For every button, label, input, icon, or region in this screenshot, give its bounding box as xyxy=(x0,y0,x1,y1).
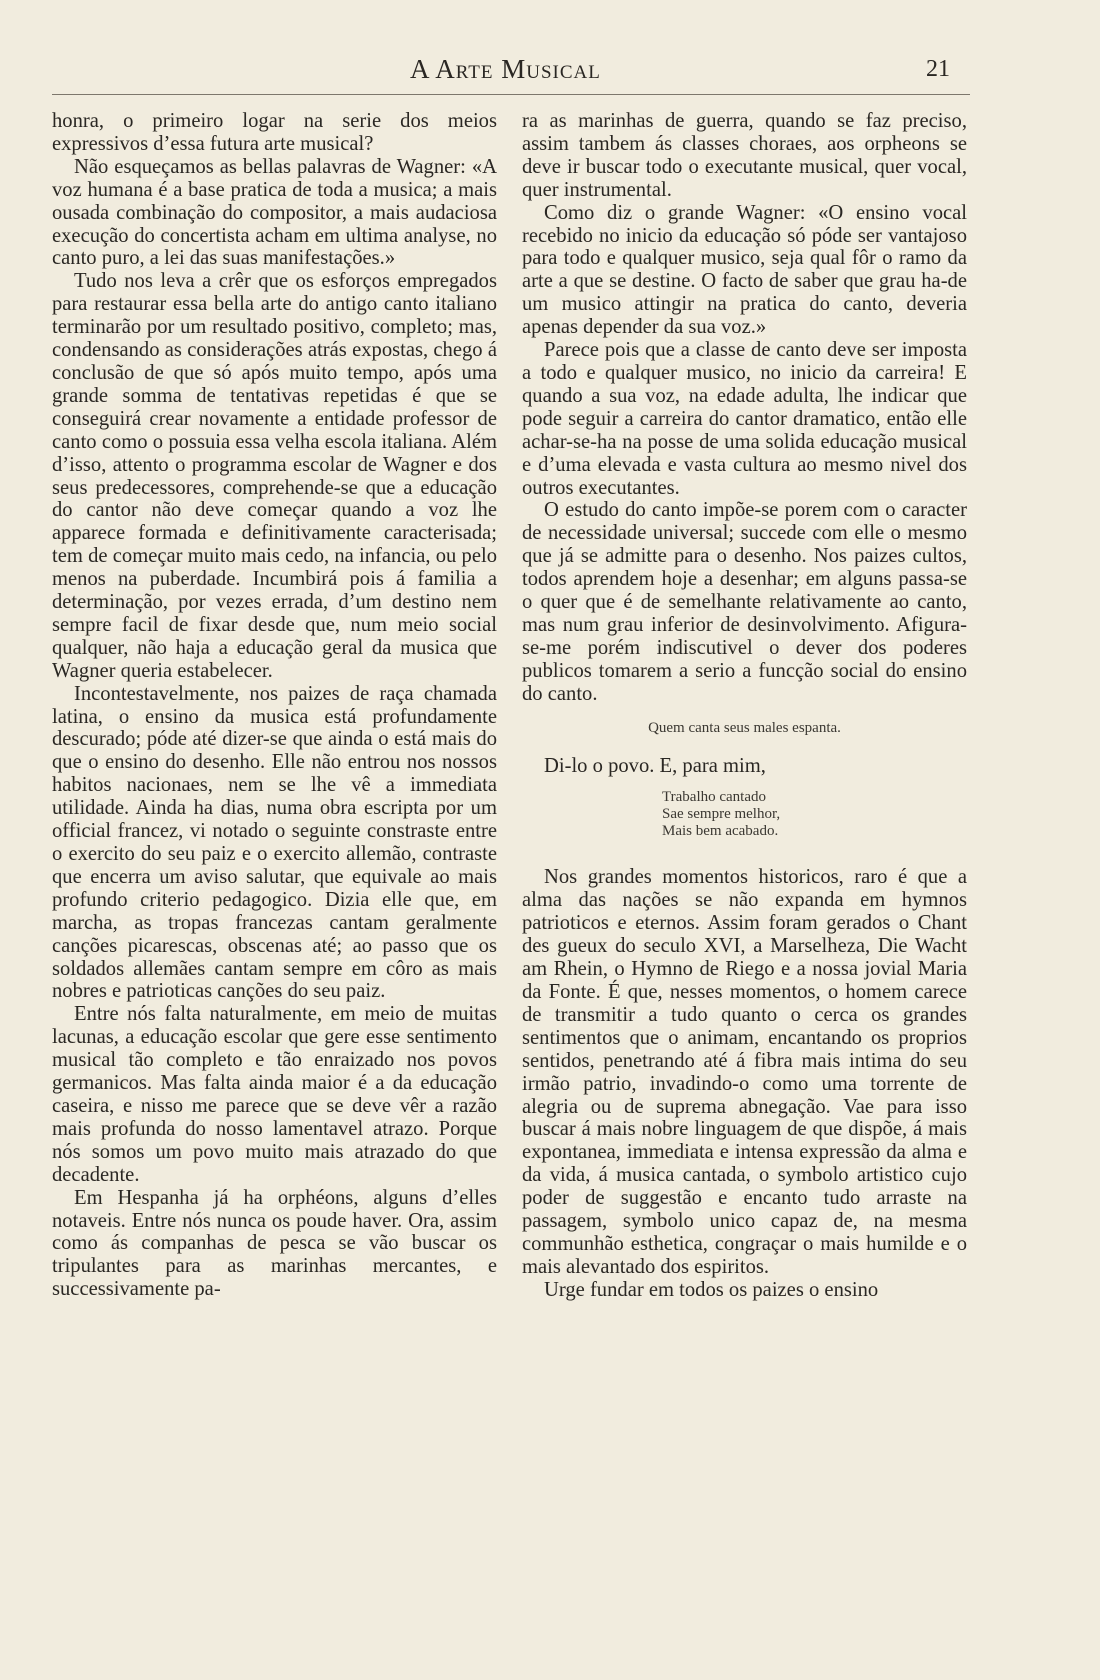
verse-line: Trabalho cantado xyxy=(662,789,767,806)
paragraph: Não esqueçamos as bellas palavras de Wagner: «A voz humana é a base pratica de toda a musica; a mais ousada combinação do compositor, a mais audaciosa execução do concertista acham em ultima analyse, no canto puro, a lei das suas manifestações.» xyxy=(52,155,497,270)
proverb-quote: Quem canta seus males espanta. xyxy=(648,719,841,736)
paragraph: honra, o primeiro logar na serie dos meios expressivos d’essa futura arte musical? xyxy=(52,110,497,155)
header-rule xyxy=(52,94,970,95)
paragraph: Tudo nos leva a crêr que os esforços empregados para restaurar essa bella arte do antigo canto italiano terminarão por um resultado positivo, completo; mas, condensando as considerações atrás expostas, chego á conclusão de que só após muito tempo, após uma grande somma de tentativas repetidas é que se conseguirá crear novamente a entidade professor de canto como o possuia essa velha escola italiana. Além d’isso, attento o programma escolar de Wagner e dos seus predecessores, comprehende-se que a educação do cantor não deve começar quando a voz lhe apparece formada e definitivamente caracterisada; tem de começar muito mais cedo, na infancia, ou pelo menos na puberdade. Incumbirá pois á familia a determinação, por vezes errada, d’um destino nem sempre facil de fixar desde que, num meio social qualquer, não haja a educação geral da musica que Wagner queria estabelecer. xyxy=(52,270,497,682)
paragraph: Como diz o grande Wagner: «O ensino vocal recebido no inicio da educação só póde ser vantajoso para todo e qualquer musico, seja qual fôr o ramo da arte a que se destine. O facto de saber que grau ha-de um musico attingir na pratica do canto, deveria apenas depender da sua voz.» xyxy=(522,201,967,339)
paragraph: ra as marinhas de guerra, quando se faz preciso, assim tambem ás classes choraes, aos orpheons se deve ir buscar todo o executante musical, quer vocal, quer instrumental. xyxy=(522,110,967,201)
page-header xyxy=(0,48,1100,88)
paragraph: Incontestavelmente, nos paizes de raça chamada latina, o ensino da musica está profundamente descurado; póde até dizer-se que ainda o está mais do que o ensino do desenho. Elle não entrou nos nossos habitos nacionaes, nem se lhe vê a immediata utilidade. Ainda ha dias, numa obra escripta por um official francez, vi notado o seguinte constraste entre o exercito do seu paiz e o exercito allemão, contraste que encerra um aviso salutar, que equivale ao mais profundo criterio pedagogico. Dizia elle que, em marcha, as tropas francezas cantam geralmente canções picarescas, obscenas até; ao passo que os soldados allemães cantam sempre em côro as mais nobres e patrioticas canções do seu paiz. xyxy=(52,682,497,1003)
right-column xyxy=(522,110,967,1302)
verse-line: Sae sempre melhor, xyxy=(662,806,781,823)
verse-line: Mais bem acabado. xyxy=(662,823,779,840)
interlude-line: Di-lo o povo. E, para mim, xyxy=(544,754,766,777)
paragraph: Em Hespanha já ha orphéons, alguns d’elles notaveis. Entre nós nunca os poude haver. Ora, assim como ás companhas de pesca se vão buscar os tripulantes para as marinhas mercantes, e successivamente pa- xyxy=(52,1186,497,1301)
left-column xyxy=(52,110,497,1301)
verse-block xyxy=(662,789,967,840)
journal-title: A Arte Musical xyxy=(410,54,601,84)
page-number: 21 xyxy=(926,56,950,82)
paragraph: Nos grandes momentos historicos, raro é que a alma das nações se não expanda em hymnos patrioticos e eternos. Assim foram gerados o Chant des gueux do seculo XVI, a Marselheza, Die Wacht am Rhein, o Hymno de Riego e a nossa jovial Maria da Fonte. É que, nesses momentos, o homem carece de transmitir a tudo quanto o cerca os grandes sentimentos que o animam, encantando os proprios sentidos, penetrando até á fibra mais intima do seu irmão patrio, invadindo-o como uma torrente de alegria ou de suprema abnegação. Vae para isso buscar á mais nobre linguagem de que dispõe, á mais expontanea, immediata e intensa expressão da alma e da vida, á musica cantada, o symbolo artistico cujo poder de suggestão e encanto tudo arraste na passagem, symbolo unico capaz de, na mesma communhão esthetica, congraçar o mais humilde e o mais alevantado dos espiritos. xyxy=(522,866,967,1278)
paragraph: Parece pois que a classe de canto deve ser imposta a todo e qualquer musico, no inicio da carreira! E quando a sua voz, na edade adulta, lhe indicar que pode seguir a carreira do cantor dramatico, então elle achar-se-ha na posse de uma solida educação musical e d’uma elevada e vasta cultura ao mesmo nivel dos outros executantes. xyxy=(522,339,967,499)
paragraph: O estudo do canto impõe-se porem com o caracter de necessidade universal; succede com elle o mesmo que já se admitte para o desenho. Nos paizes cultos, todos aprendem hoje a desenhar; em alguns passa-se o quer que é de semelhante relativamente ao canto, mas num grau inferior de desinvolvimento. Afigura-se-me porém indiscutivel o dever dos poderes publicos tomarem a serio a funcção social do ensino do canto. xyxy=(522,499,967,705)
paragraph: Urge fundar em todos os paizes o ensino xyxy=(544,1278,879,1301)
paragraph: Entre nós falta naturalmente, em meio de muitas lacunas, a educação escolar que gere esse sentimento musical tão completo e tão enraizado nos povos germanicos. Mas falta ainda maior é a da educação caseira, e nisso me parece que se deve vêr a razão mais profunda do nosso lamentavel atrazo. Porque nós somos um povo muito mais atrazado do que decadente. xyxy=(52,1003,497,1186)
